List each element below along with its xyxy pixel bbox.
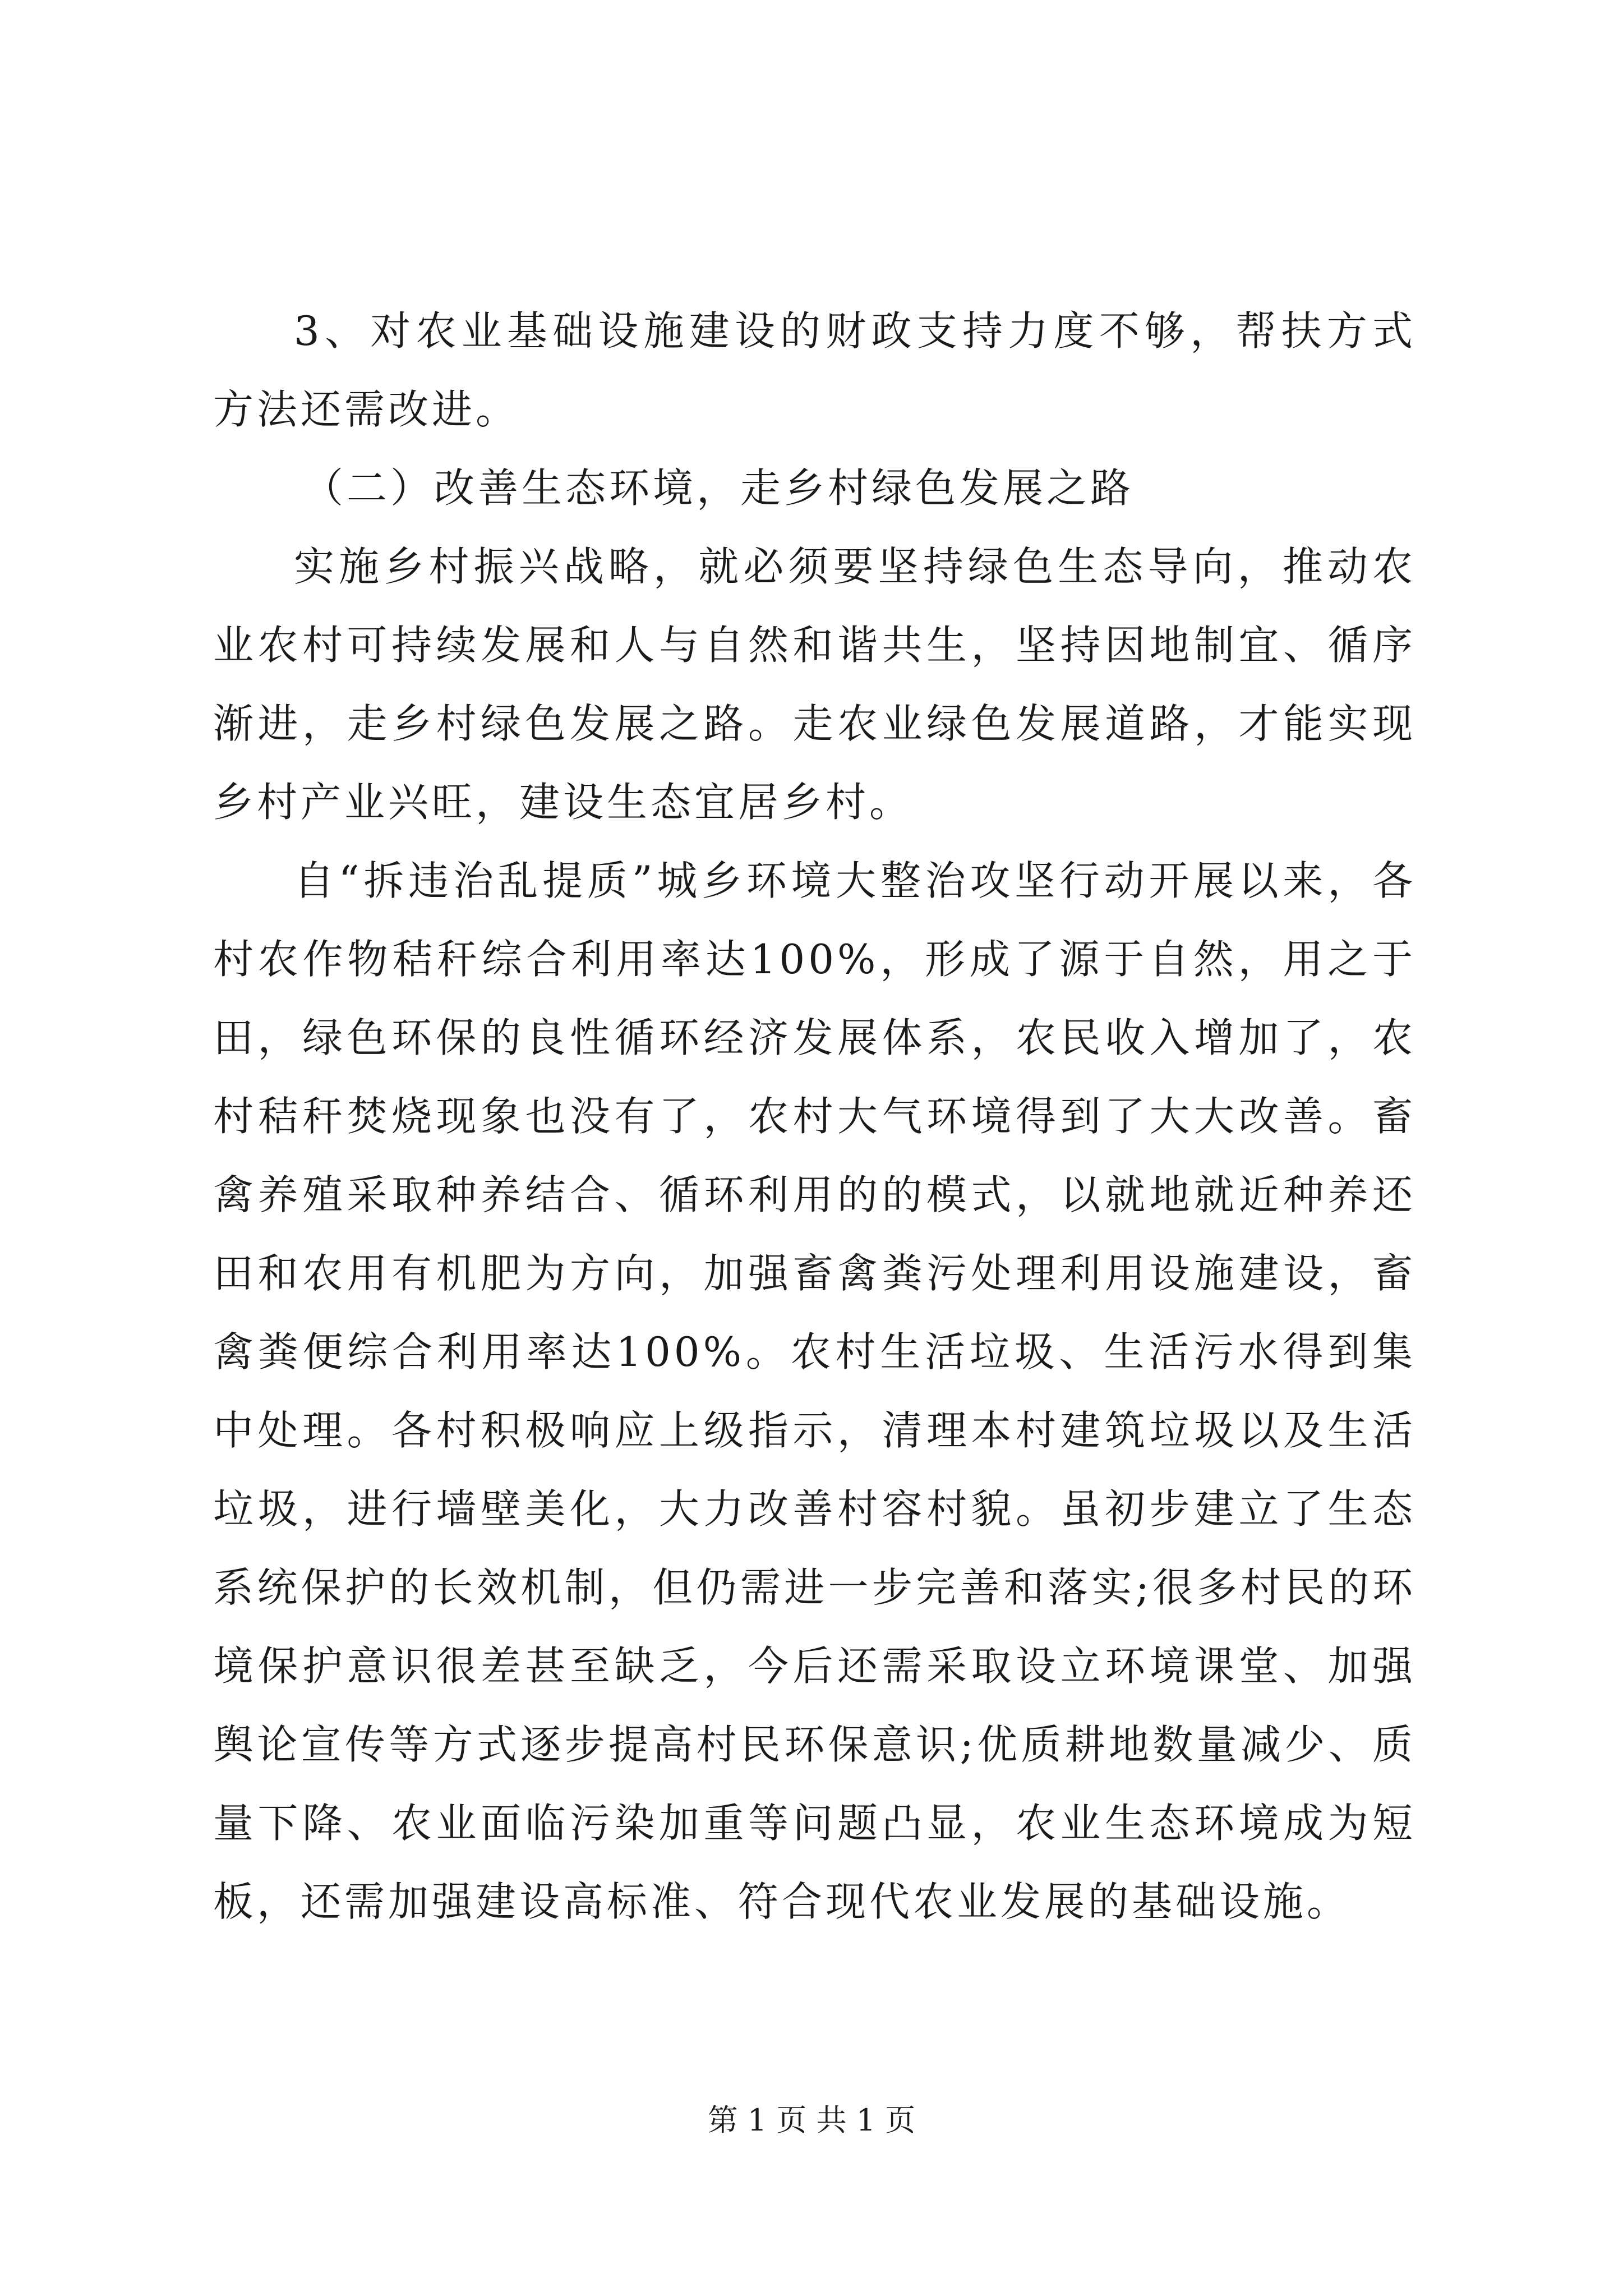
section-heading: （二）改善生态环境，走乡村绿色发展之路 — [303, 464, 1135, 512]
paragraph-item-3: 3、对农业基础设施建设的财政支持力度不够，帮扶方式方法还需改进。 — [213, 307, 1416, 433]
paragraph-strategy: 实施乡村振兴战略，就必须要坚持绿色生态导向，推动农业农村可持续发展和人与自然和谐共生，坚持因地制宜、循序渐进，走乡村绿色发展之路。走农业绿色发展道路，才能实现乡村产业兴旺，建设生态宜居乡村。 — [213, 543, 1416, 826]
page-footer: 第 1 页 共 1 页 — [707, 2102, 916, 2138]
document-body — [213, 292, 1416, 1941]
paragraph-environment: 自“拆违治乱提质”城乡环境大整治攻坚行动开展以来，各村农作物秸秆综合利用率达100%，形成了源于自然，用之于田，绿色环保的良性循环经济发展体系，农民收入增加了，农村秸秆焚烧现象也没有了，农村大气环境得到了大大改善。畜禽养殖采取种养结合、循环利用的的模式，以就地就近种养还田和农用有机肥为方向，加强畜禽粪污处理利用设施建设，畜禽粪便综合利用率达100%。农村生活垃圾、生活污水得到集中处理。各村积极响应上级指示，清理本村建筑垃圾以及生活垃圾，进行墙壁美化，大力改善村容村貌。虽初步建立了生态系统保护的长效机制，但仍需进一步完善和落实;很多村民的环境保护意识很差甚至缺乏，今后还需采取设立环境课堂、加强舆论宣传等方式逐步提高村民环保意识;优质耕地数量减少、质量下降、农业面临污染加重等问题凸显，农业生态环境成为短板，还需加强建设高标准、符合现代农业发展的基础设施。 — [213, 857, 1416, 1925]
